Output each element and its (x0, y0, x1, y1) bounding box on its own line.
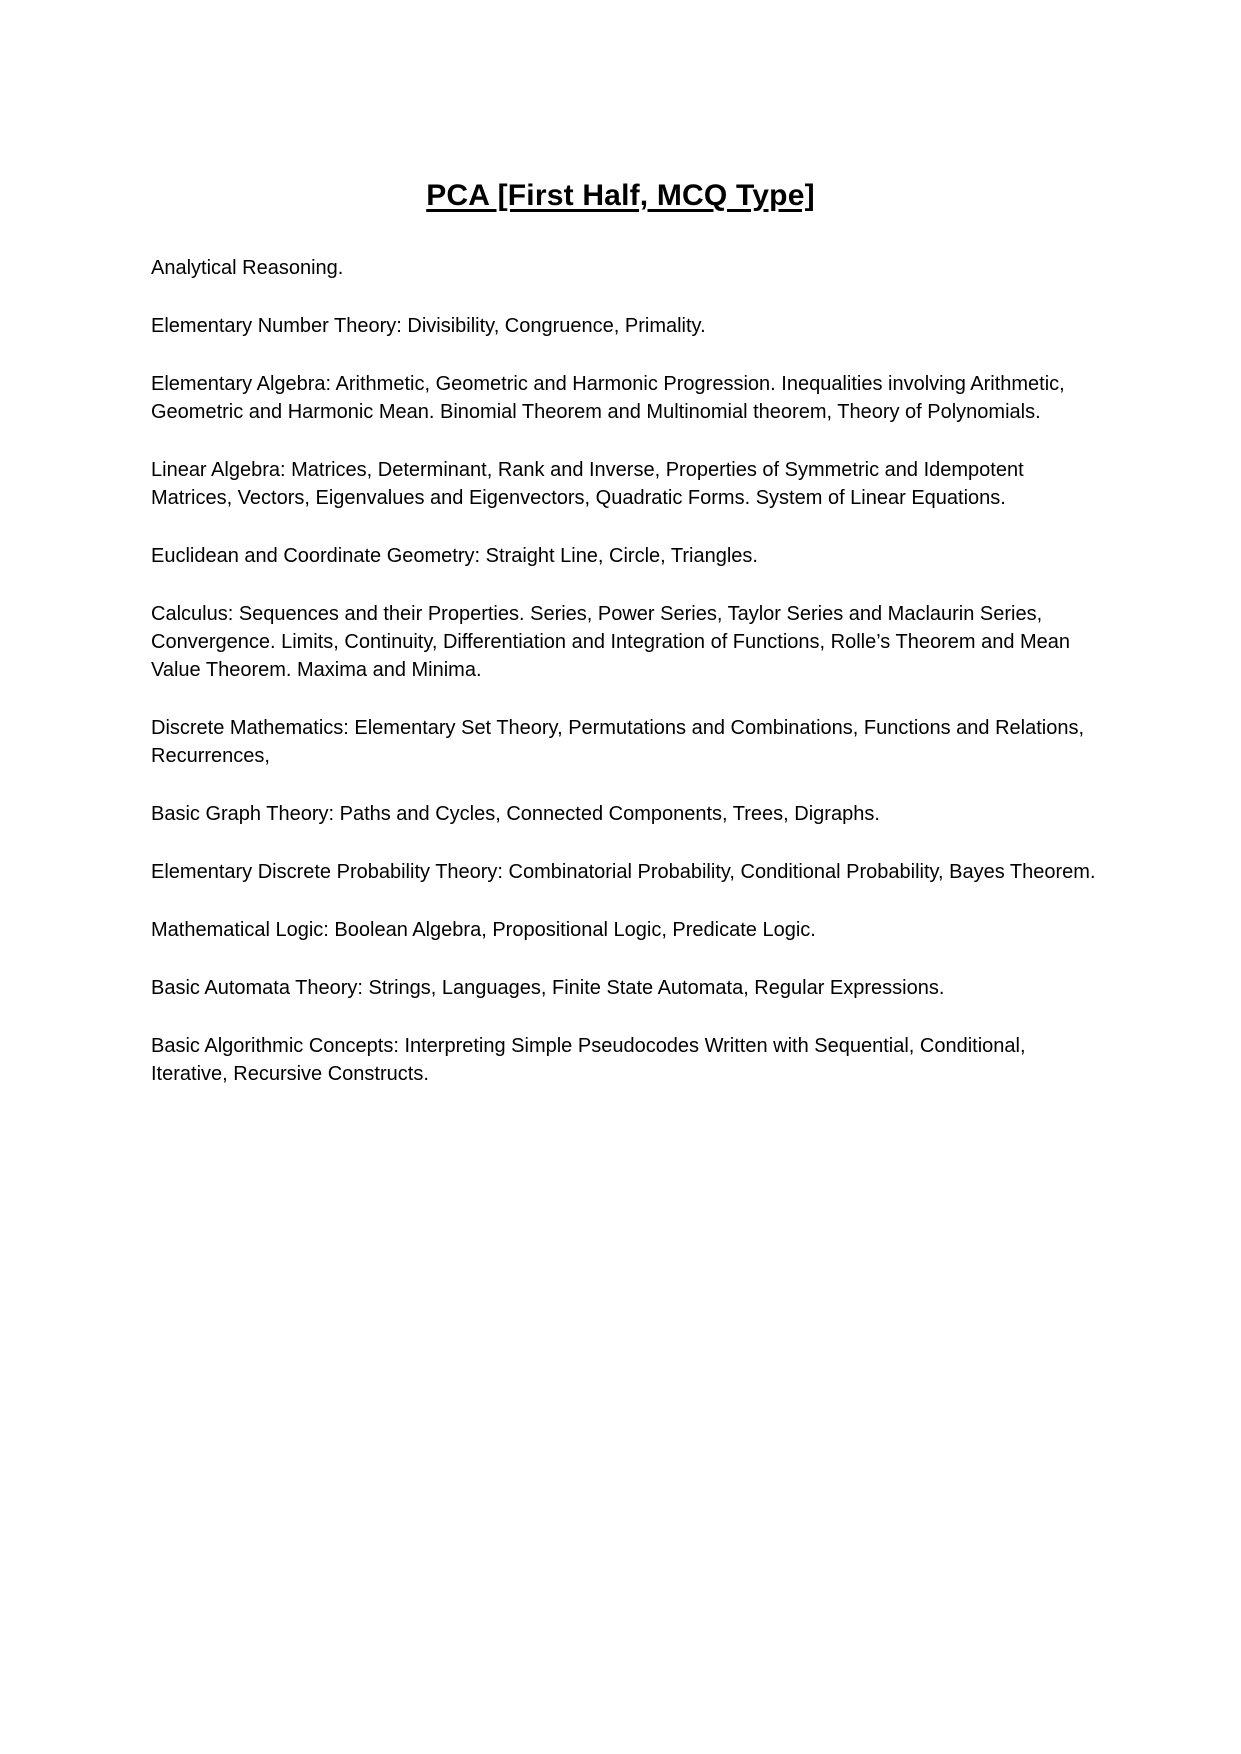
topic-paragraph: Calculus: Sequences and their Properties. Series, Power Series, Taylor Series and Maclaurin Series, Convergence. Limits, Continuity, Differentiation and Integration of Functions, Rolle’s Theorem and Mean Value Theorem. Maxima and Minima. (151, 603, 1071, 681)
topic-paragraph: Elementary Discrete Probability Theory: Combinatorial Probability, Conditional Probability, Bayes Theorem. (151, 861, 1096, 883)
topic-paragraph: Discrete Mathematics: Elementary Set Theory, Permutations and Combinations, Functions and Relations, Recurrences, (151, 717, 1085, 767)
topic-paragraph: Mathematical Logic: Boolean Algebra, Propositional Logic, Predicate Logic. (151, 919, 816, 941)
topic-paragraph: Euclidean and Coordinate Geometry: Straight Line, Circle, Triangles. (151, 545, 758, 567)
topic-list (151, 254, 1096, 1118)
topic-paragraph: Analytical Reasoning. (151, 257, 344, 279)
topic-paragraph: Basic Algorithmic Concepts: Interpreting Simple Pseudocodes Written with Sequential, Conditional, Iterative, Recursive Constructs. (151, 1035, 1026, 1085)
topic-paragraph: Elementary Number Theory: Divisibility, Congruence, Primality. (151, 315, 706, 337)
topic-paragraph: Basic Automata Theory: Strings, Languages, Finite State Automata, Regular Expressions. (151, 977, 945, 999)
document-title: PCA [First Half, MCQ Type] (426, 179, 815, 212)
topic-paragraph: Elementary Algebra: Arithmetic, Geometric and Harmonic Progression. Inequalities involving Arithmetic, Geometric and Harmonic Mean. Binomial Theorem and Multinomial theorem, Theory of Polynomials. (151, 373, 1065, 423)
topic-paragraph: Basic Graph Theory: Paths and Cycles, Connected Components, Trees, Digraphs. (151, 803, 880, 825)
topic-paragraph: Linear Algebra: Matrices, Determinant, Rank and Inverse, Properties of Symmetric and Idempotent Matrices, Vectors, Eigenvalues and Eigenvectors, Quadratic Forms. System of Linear Equations. (151, 459, 1024, 509)
